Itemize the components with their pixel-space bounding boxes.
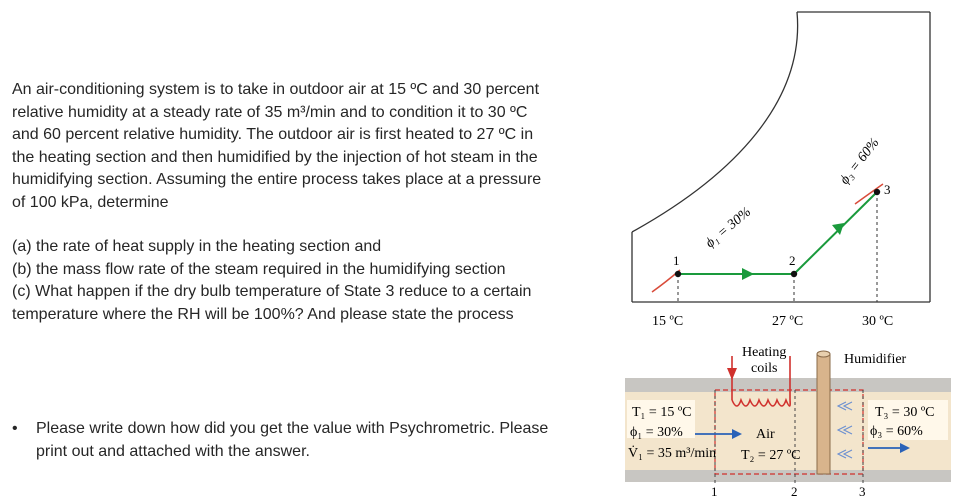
outlet-temperature: T₃ = 30 ºC bbox=[875, 405, 935, 420]
duct-bottom-wall bbox=[625, 470, 951, 482]
heating-coils-label-1: Heating bbox=[742, 345, 787, 360]
state-point-3 bbox=[874, 189, 880, 195]
state-label-1: 1 bbox=[673, 253, 680, 268]
humidifying-process-line bbox=[794, 192, 877, 274]
system-schematic bbox=[620, 338, 956, 504]
question-c: (c) What happen if the dry bulb temperature of State 3 reduce to a certain temperature where the RH will be 100%? And please state the process bbox=[12, 283, 532, 323]
heating-coils-label-2: coils bbox=[751, 361, 778, 376]
state-point-2 bbox=[791, 271, 797, 277]
dashed-guides bbox=[678, 192, 877, 302]
state-label-2: 2 bbox=[789, 253, 796, 268]
humidifier-label: Humidifier bbox=[844, 352, 907, 367]
inlet-flow-rate: V̇₁ = 35 m³/min bbox=[628, 446, 717, 461]
temp-label-30: 30 ºC bbox=[862, 314, 894, 329]
humidifying-arrow bbox=[832, 223, 844, 235]
inlet-temperature: T₁ = 15 ºC bbox=[632, 405, 692, 420]
temp-label-15: 15 ºC bbox=[652, 314, 684, 329]
rh-label-60: ϕ₃ = 60% bbox=[837, 135, 883, 188]
rh-label-30: ϕ₁ = 30% bbox=[702, 204, 755, 252]
station-1: 1 bbox=[711, 484, 718, 499]
intermediate-temperature: T₂ = 27 ºC bbox=[741, 448, 801, 463]
inlet-humidity: ϕ₁ = 30% bbox=[630, 425, 683, 440]
heating-arrow bbox=[742, 268, 754, 280]
air-label: Air bbox=[756, 427, 775, 442]
question-list bbox=[12, 236, 557, 326]
problem-statement: An air-conditioning system is to take in outdoor air at 15 ºC and 30 percent relative humidity at a steady rate of 35 m³/min and to condition it to 30 ºC and 60 percent relative humidity. The outdoor air is first heated to 27 ºC in the heating section and then humidified by the injection of hot steam in the humidifying section. Assuming the entire process takes place at a pressure of 100 kPa, determine bbox=[12, 81, 542, 211]
steam-pipe bbox=[817, 354, 830, 474]
outlet-humidity: ϕ₃ = 60% bbox=[870, 424, 923, 439]
state-point-1 bbox=[675, 271, 681, 277]
question-a: (a) the rate of heat supply in the heating section and bbox=[12, 238, 382, 255]
state-label-3: 3 bbox=[884, 182, 891, 197]
question-b: (b) the mass flow rate of the steam required in the humidifying section bbox=[12, 260, 506, 278]
instruction-text: Please write down how did you get the value with Psychrometric. Please print out and attached with the answer. bbox=[36, 420, 549, 460]
bullet-marker: • bbox=[12, 420, 18, 437]
station-2: 2 bbox=[791, 484, 798, 499]
station-3: 3 bbox=[859, 484, 866, 499]
temp-label-27: 27 ºC bbox=[772, 314, 804, 329]
steam-pipe-cap bbox=[817, 351, 830, 357]
psychrometric-chart bbox=[600, 0, 956, 340]
